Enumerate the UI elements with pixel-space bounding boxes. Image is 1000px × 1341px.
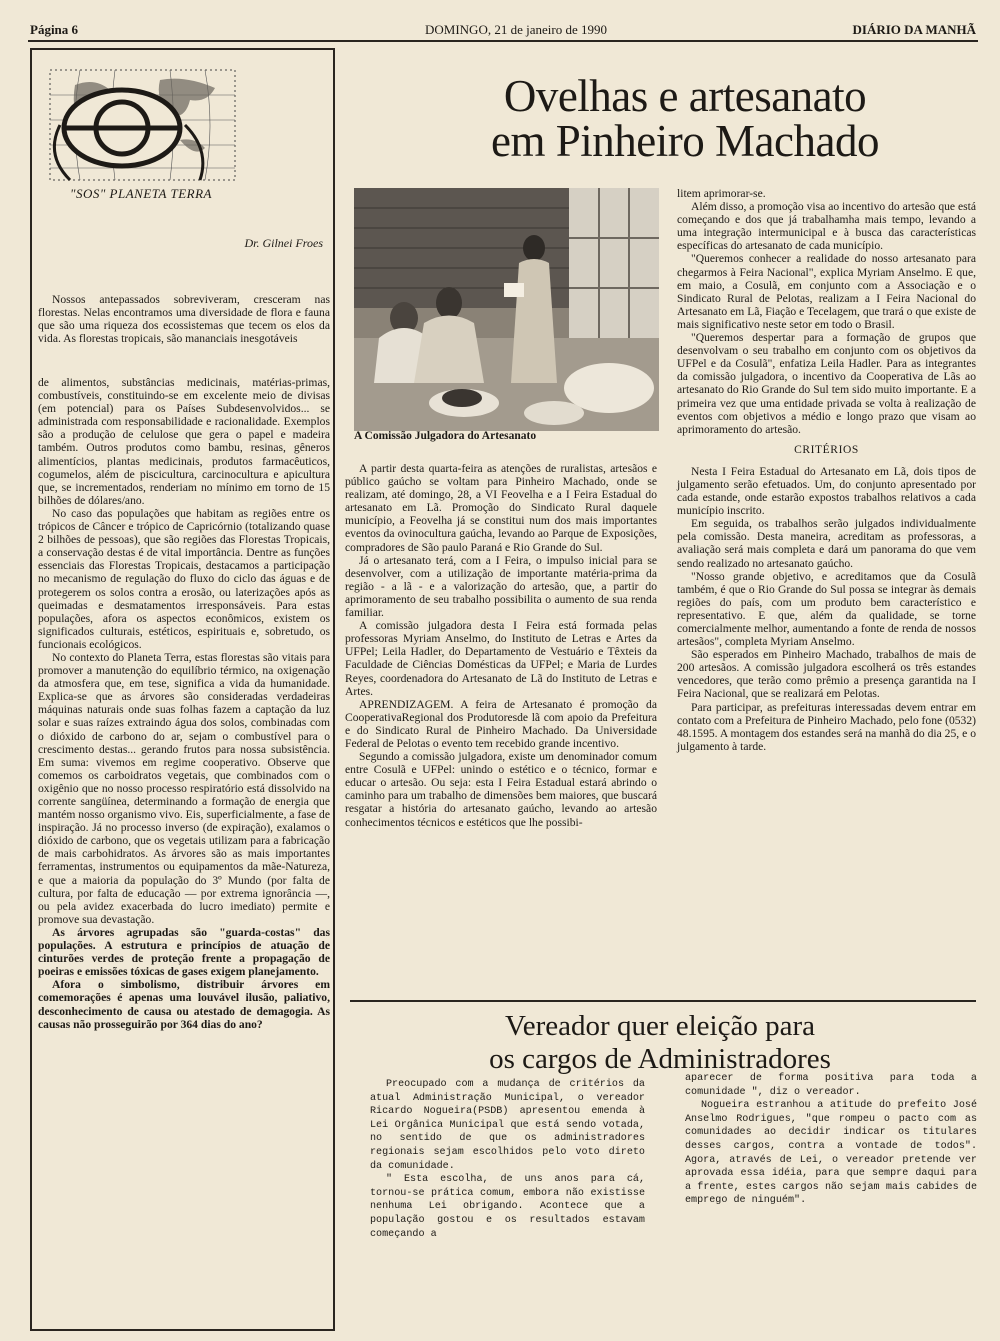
section-heading: CRITÉRIOS: [794, 443, 859, 456]
article-headline: Ovelhas e artesanato em Pinheiro Machado: [491, 71, 879, 166]
sidebar-paragraph: No caso das populações que habitam as regiões entre os trópicos de Câncer e trópico de Capricórnio (totalizando quase 2 bilhões de pessoas), que são regiões das Florestas Tropicais, a conservação destas é de vital importância. Dentre as funções essenciais das Florestas Tropicais, destacamos a participação no mecanismo de regulação do fluxo do ciclo das águas e de protegerem os solos contra a erosão, ou laterizações após as queimadas e desmatamentos irresponsáveis. Para estas populações, afora os aspectos econômicos, existem os significados culturais, estéticos, espirituais e, sobretudo, os funcionais ecológicos.: [38, 506, 330, 651]
article-paragraph: A comissão julgadora desta I Feira está formada pelas professoras Myriam Anselmo, do Instituto de Letras e Artes da UFPel; Leila Hadler, do Departamento de Vestuário e Têxteis da Faculdade de Ciências Domésticas da UFPel; e Maria de Lurdes Reyes, coordenadora do Artesanato de Lã do Instituto de Letras e Artes.: [345, 619, 657, 698]
article-paragraph: Nogueira estranhou a atitude do prefeito José Anselmo Rodrigues, "que rompeu o pacto com as comunidades ao decidir indicar os titulares desses cargos, contra a vontade de todos". Agora, através de Lei, o vereador pretende ver aprovada essa idéia, para que sempre daqui para a frente, estes cargos não sejam mais cabides de emprego de ninguém".: [685, 1100, 977, 1207]
article-paragraph: Para participar, as prefeituras interessadas devem entrar em contato com a Prefeitura de Pinheiro Machado, pelo fone (0532) 48.1595. A montagem dos estandes será na manhã do dia 25, e o julgamento à tarde.: [677, 700, 976, 753]
article-paragraph: Segundo a comissão julgadora, existe um denominador comum entre Cosulã e UFPel: unindo o estético e o técnico, formar e educar o artesão. Ou seja: esta I Feira Estadual estará abrindo o caminho para um trabalho de dimensões bem maiores, que buscará resgatar a história do artesanato gaúcho, levando ao artesão conhecimentos técnicos e estéticos que lhe possibi-: [345, 750, 657, 829]
section-lead: APRENDIZAGEM.: [359, 697, 454, 711]
article-paragraph: Nesta I Feira Estadual do Artesanato em Lã, dois tipos de julgamento serão efetuados. Um, do conjunto apresentado por cada estande, onde estarão expostos trabalhos relativos a cada município inscrito.: [677, 464, 976, 518]
article-paragraph: "Nosso grande objetivo, e acreditamos que da Cosulã também, é que o Rio Grande do Sul possa se integrar às demais regiões do país, com um produto bem característico e representativo. E que, além da qualidade, se torne comercialmente melhor, aumentando a fonte de renda de nossos artesãos", completa Myriam Anselmo.: [677, 569, 976, 649]
issue-date: DOMINGO, 21 de janeiro de 1990: [425, 22, 607, 37]
page-number: Página 6: [30, 22, 79, 37]
article-column-3: [677, 187, 976, 753]
masthead: [30, 22, 976, 40]
photo-caption: A Comissão Julgadora do Artesanato: [354, 430, 537, 442]
article-photo: [354, 188, 659, 431]
article-paragraph: Além disso, a promoção visa ao incentivo do artesão que está começando e dos que já trabalhamha mais tempo, levando a uma integração intermunicipal e à busca das características específicas do artesanato de cada município.: [677, 200, 976, 253]
newspaper-name: DIÁRIO DA MANHÃ: [852, 22, 976, 37]
article-paragraph: São esperados em Pinheiro Machado, trabalhos de mais de 200 artesãos. A comissão julgadora escolherá os três estandes vencedores, que terão como prêmio a presença garantida na I Feira Nacional, que se realizará em Pelotas.: [677, 648, 976, 701]
sidebar-paragraph: No contexto do Planeta Terra, estas florestas são vitais para promover a manutenção do equilíbrio térmico, na oxigenação da atmosfera que, em tese, significa a vida da humanidade. Explica-se que as árvores são consideradas verdadeiras máquinas naturais onde suas folhas fazem a captação da luz solar e suas raízes extraindo água dos solos, combinadas com o dióxido de carbono do ar, sejam o combustível para o crescimento destas... gerando frutos para nossa subsistência. Em suma: vivemos em regime cooperativo. Observe que comemos os carboidratos vegetais, que combinados com o oxigênio que no nosso processo respiratório está dissolvido na corrente sangüínea, determinando a formação de energia que mantém nosso organismo vivo. Eis, superficialmente, a fase de inspiração. Já no processo inverso (de expiração), exalamos o dióxido de carbono, que os vegetais utilizam para a fabricação de mais carbohidratos. As árvores são as mais importantes ferramentas, instrumentos ou equipamentos da mãe-Natureza, e que a maioria da população do 3º Mundo (por falta de cultura, por falta de educação — por extrema ignorância —, ou pela avidez exacerbada do lucro imediato) permite e promove sua devastação.: [38, 650, 330, 926]
second-article-column-1: [370, 1078, 645, 1241]
column-title: "SOS" PLANETA TERRA: [70, 186, 212, 201]
top-rule: [28, 40, 978, 42]
article-paragraph: Já o artesanato terá, com a I Feira, o impulso inicial para se desenvolver, com a utilização de importante matéria-prima da região - a lã - e a valorização do artesão, que, a partir do aprimoramento de seu trabalho possibilita o aumento de sua renda familiar.: [345, 553, 657, 620]
article-paragraph: litem aprimorar-se.: [677, 187, 766, 200]
article-paragraph: Em seguida, os trabalhos serão julgados individualmente pela comissão. Desta maneira, acreditam as professoras, a avaliação será mais completa e dará um panorama do que vem sendo realizado no artesanato gaúcho.: [677, 517, 976, 570]
sidebar-intro: [38, 293, 330, 345]
article-paragraph: " Esta escolha, de uns anos para cá, tornou-se prática comum, embora não existisse nenhuma Lei obrigando. Acontece que a população gostou e os resultados estavam começando a: [370, 1174, 645, 1240]
globe-logo: [40, 60, 240, 190]
sidebar-paragraph: Nossos antepassados sobreviveram, cresceram nas florestas. Nelas encontramos uma diversidade de flora e fauna que são uma riqueza dos ecossistemas que tecem os elos da vida. As florestas tropicais, são mananciais inesgotáveis: [38, 293, 330, 346]
article-paragraph: "Queremos despertar para a formação de grupos que desenvolvam o seu trabalho em conjunto com os objetivos da UFPel e da Cosulã", enfatiza Leila Hadler. Para as integrantes da comissão julgadora, o incentivo da Cooperativa de Lãs ao artesanato do Rio Grande do Sul tem sido muito importante. E a primeira vez que uma entidade privada se volta à realização de eventos com objetivos a médio e longo prazo que visam ao aprimoramento do artesão.: [677, 331, 976, 436]
author-byline: Dr. Gilnei Froes: [244, 236, 323, 250]
sidebar-paragraph: de alimentos, substâncias medicinais, matérias-primas, combustíveis, constituindo-se em excelente meio de divisas (em potencial) para os Países Subdesenvolvidos... se administrada com responsabilidade e racionalidade. Exemplos são a produção de celulose que gera o papel e madeira também. Outros produtos como bambu, resinas, gêneros alimentícios, plantas medicinais, produtos farmacêuticos, cogumelos, além de piscicultura, carcinocultura e apicultura que, se incrementados, renderiam no mínimo em torno de 15 bilhões de dólares/ano.: [38, 376, 330, 507]
sidebar-body: [38, 376, 330, 1031]
article-column-2: [345, 462, 657, 829]
sidebar-paragraph: Afora o simbolismo, distribuir árvores em comemorações é apenas uma louvável ilusão, paliativo, desconhecimento de causa ou atestado de demagogia. As causas não prosseguirão por 364 dias do ano?: [38, 978, 330, 1031]
article-paragraph: APRENDIZAGEM. A feira de Artesanato é promoção da CooperativaRegional dos Produtoresde lã com apoio da Prefeitura e do Sindicato Rural de Pinheiro Machado. Da Universidade Federal de Pelotas o evento tem recebido grande incentivo.: [345, 697, 657, 750]
article-paragraph: "Queremos conhecer a realidade do nosso artesanato para chegarmos à Feira Nacional", explica Myriam Anselmo. E que, em maio, a Cosulã, em conjunto com a Associação e o Sindicato Rural de Pelotas, realizam a I Feira Nacional do Artesanato em Lã, Fiação e Tecelagem, que trará o que existe de mais significativo neste setor em todo o Brasil.: [677, 252, 976, 331]
article-paragraph: A partir desta quarta-feira as atenções de ruralistas, artesãos e público gaúcho se voltam para Pinheiro Machado, onde se realizam, até domingo, 28, a VI Feovelha e a I Feira Estadual do artesanato em Lã. Promoção do Sindicato Rural daquele município, a Feovelha já se constitui num dos mais importantes eventos da ovinocultura gaúcha, levando ao Parque de Exposições, compradores de São paulo Paraná e Rio Grande do Sul.: [345, 462, 657, 554]
article-divider: [350, 1000, 976, 1002]
second-headline: Vereador quer eleição para os cargos de Administradores: [489, 1010, 831, 1075]
article-paragraph: aparecer de forma positiva para toda a comunidade ", diz o vereador.: [685, 1073, 977, 1098]
sidebar-paragraph: As árvores agrupadas são "guarda-costas" das populações. A estrutura e princípios de atuação de cinturões verdes de proteção frente a propagação de poeiras e emissões tóxicas de gases exigem planejamento.: [38, 925, 330, 979]
article-paragraph: Preocupado com a mudança de critérios da atual Administração Municipal, o vereador Ricardo Nogueira(PSDB) apresentou emenda à Lei Orgânica Municipal que está sendo votada, no sentido de que os administradores regionais sejam escolhidos pelo voto direto da comunidade.: [370, 1079, 645, 1172]
second-article-column-2: [685, 1072, 977, 1208]
